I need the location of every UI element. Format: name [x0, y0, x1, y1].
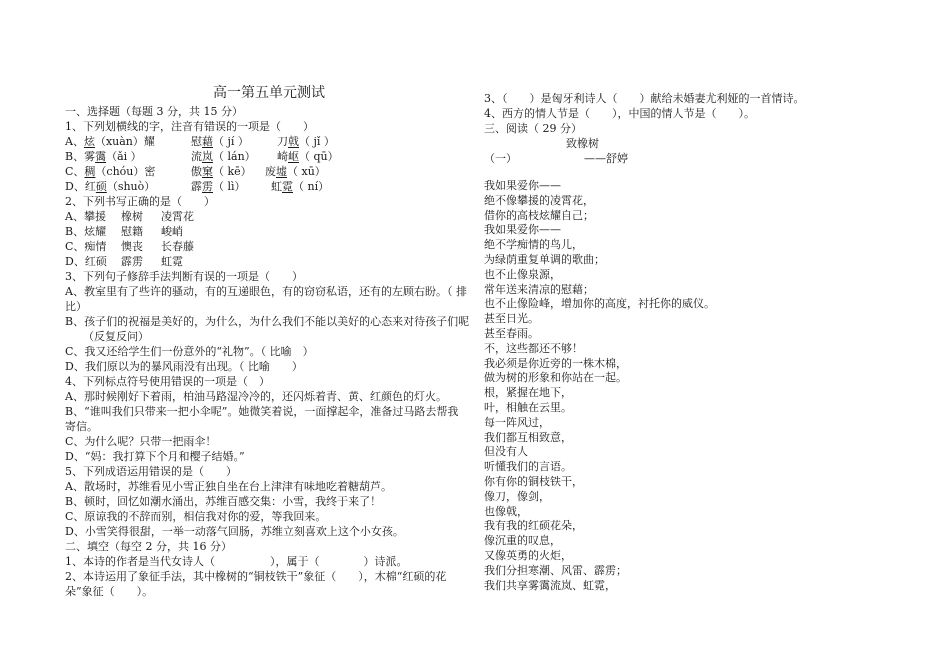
question-3-option-a: A、教室里有了些许的骚动，有的互递眼色，有的窃窃私语，还有的左顾右盼。（ 排	[65, 285, 467, 298]
section-reading-heading: 三、阅读（ 29 分）	[484, 122, 582, 135]
question-4-option-b-cont: 寄信。	[65, 420, 98, 433]
question-4-option-a: A、那时候刚好下着雨，柏油马路湿冷冷的，还闪烁着青、黄、红颜色的灯火。	[65, 390, 447, 403]
question-2-option-b: B、炫耀	[65, 225, 107, 238]
poem-line: 根，紧握在地下，	[484, 386, 572, 400]
poem-line: 绝不像攀援的凌霄花，	[484, 193, 594, 207]
poem-line: 你有你的铜枝铁干，	[484, 475, 583, 488]
question-1-option-c-c: 废墟（ xū）	[265, 165, 326, 178]
poem-line: 不，这些都还不够！	[484, 341, 583, 355]
question-2-option-d-w3: 虹霓	[161, 255, 183, 268]
poem-line: 绝不学痴情的鸟儿，	[484, 238, 583, 252]
question-1-stem: 1、下列划横线的字，注音有错误的一项是（ ）	[65, 120, 314, 133]
question-2-option-a-w2: 橡树	[121, 210, 143, 223]
question-2-option-b-w2: 慰籍	[121, 225, 143, 238]
poem-line: 像沉重的叹息，	[484, 534, 561, 548]
poem-part-label: （一）	[484, 152, 517, 165]
poem-line: 我们分担寒潮、风雷、霹雳；	[484, 563, 627, 577]
question-3-option-b-cont: （反复反问）	[83, 330, 149, 343]
poem-line: 为绿荫重复单调的歌曲；	[484, 253, 605, 266]
poem-line: 叶，相触在云里。	[484, 401, 572, 414]
section-choice-heading: 一、选择题（每题 3 分，共 15 分）	[65, 105, 243, 118]
poem-title: 致橡树	[566, 137, 599, 150]
fill-question-4: 4、西方的情人节是（ ），中国的情人节是（ ）。	[484, 107, 755, 120]
poem-line: 甚至日光。	[484, 312, 539, 326]
question-2-option-a: A、攀援	[65, 210, 106, 223]
poem-line: 也像戟，	[484, 504, 528, 518]
question-4-option-b: B、“谁叫我们只带来一把小伞呢”。她微笑着说，一面撑起伞，准备过马路去帮我	[65, 405, 459, 418]
question-1-option-d-c: 虹霓（ ní）	[271, 180, 330, 193]
question-1-option-a-b: 慰藉（ jí ）	[191, 135, 249, 148]
question-5-option-a: A、散场时，苏维看见小雪正独自坐在台上津津有味地吃着糖葫芦。	[65, 480, 392, 493]
poem-line: 每一阵风过，	[484, 415, 550, 429]
question-4-option-c: C、为什么呢？只带一把雨伞！	[65, 435, 217, 448]
poem-line: 甚至春雨。	[484, 327, 539, 340]
question-3-stem: 3、下列句子修辞手法判断有误的一项是（ ）	[65, 270, 303, 283]
poem-line: 听懂我们的言语。	[484, 460, 572, 474]
question-2-option-c-w2: 懊丧	[121, 240, 143, 253]
question-5-stem: 5、下列成语运用错误的是（ ）	[65, 465, 237, 478]
question-2-option-d-w2: 霹雳	[121, 255, 143, 268]
question-2-stem: 2、下列书写正确的是（ ）	[65, 195, 215, 208]
question-1-option-d-b: 霹雳（ lì）	[191, 180, 246, 193]
question-3-option-a-cont: 比）	[65, 300, 87, 313]
question-4-stem: 4、下列标点符号使用错误的一项是（ ）	[65, 375, 270, 388]
page-title: 高一第五单元测试	[213, 85, 325, 101]
poem-line: 我们共享雾霭流岚、虹霓，	[484, 578, 616, 592]
poem-line: 我们都互相致意，	[484, 430, 572, 444]
poem-line: 我如果爱你——	[484, 223, 561, 237]
question-3-option-c: C、我又还给学生们一份意外的“礼物”。（ 比喻 ）	[65, 345, 314, 358]
poem-author: ——舒婷	[584, 152, 628, 165]
question-1-option-a: A、炫（xuàn）耀	[65, 135, 155, 148]
question-1-option-d: D、红硕（shuò）	[65, 180, 156, 193]
question-1-option-c: C、稠（chóu）密	[65, 165, 156, 178]
question-1-option-b-c: 崎岖（ qū）	[277, 150, 339, 163]
poem-line: 我有我的红硕花朵，	[484, 519, 583, 533]
question-5-option-b: B、顿时，回忆如潮水涌出，苏维百感交集：小雪，我终于来了！	[65, 495, 382, 508]
poem-line: 借你的高枝炫耀自己；	[484, 208, 594, 222]
question-3-option-d: D、我们原以为的暴风雨没有出现。（ 比喻 ）	[65, 360, 303, 373]
section-fill-heading: 二、填空（每空 2 分，共 16 分）	[65, 540, 232, 553]
question-2-option-c: C、痴情	[65, 240, 107, 253]
poem-line: 我如果爱你——	[484, 179, 561, 192]
question-1-option-a-c: 刀戟（ jǐ ）	[277, 135, 335, 148]
poem-line: 但没有人	[484, 445, 528, 459]
fill-question-1: 1、本诗的作者是当代女诗人（ ），属于（ ）诗派。	[65, 555, 408, 568]
question-2-option-c-w3: 长春藤	[161, 240, 194, 253]
question-1-option-b-b: 流岚（ lán）	[191, 150, 256, 163]
poem-line: 我必须是你近旁的一株木棉，	[484, 356, 627, 370]
question-2-option-d: D、红硕	[65, 255, 107, 268]
question-2-option-b-w3: 峻峭	[161, 225, 183, 238]
question-4-option-d: D、“妈：我打算下个月和樱子结婚。”	[65, 450, 245, 463]
poem-line: 常年送来清凉的慰藉；	[484, 282, 594, 296]
question-1-option-c-b: 傲窠（ kē）	[191, 165, 252, 178]
fill-question-2: 2、本诗运用了象征手法，其中橡树的“铜枝铁干”象征（ ），木棉“红硕的花	[65, 570, 447, 583]
question-3-option-b: B、孩子们的祝福是美好的，为什么，为什么我们不能以美好的心态来对待孩子们呢	[65, 315, 470, 328]
question-5-option-d: D、小雪笑得很甜，一举一动落气回肠，苏维立刻喜欢上这个小女孩。	[65, 525, 404, 538]
fill-question-2-cont: 朵”象征（ ）。	[65, 585, 154, 598]
fill-question-3: 3、（ ）是匈牙利诗人（ ）献给未婚妻尤利娅的一首情诗。	[484, 92, 805, 105]
question-5-option-c: C、原谅我的不辞而别，相信我对你的爱，等我回来。	[65, 510, 327, 523]
poem-line: 做为树的形象和你站在一起。	[484, 371, 627, 385]
poem-line: 又像英勇的火炬，	[484, 549, 572, 562]
poem-line: 也不止像险峰，增加你的高度，衬托你的威仪。	[484, 297, 715, 311]
question-1-option-b: B、雾霭（ǎi ）	[65, 150, 142, 163]
poem-line: 像刀，像剑，	[484, 489, 550, 503]
question-2-option-a-w3: 凌霄花	[161, 210, 194, 223]
poem-line: 也不止像泉源，	[484, 267, 561, 281]
